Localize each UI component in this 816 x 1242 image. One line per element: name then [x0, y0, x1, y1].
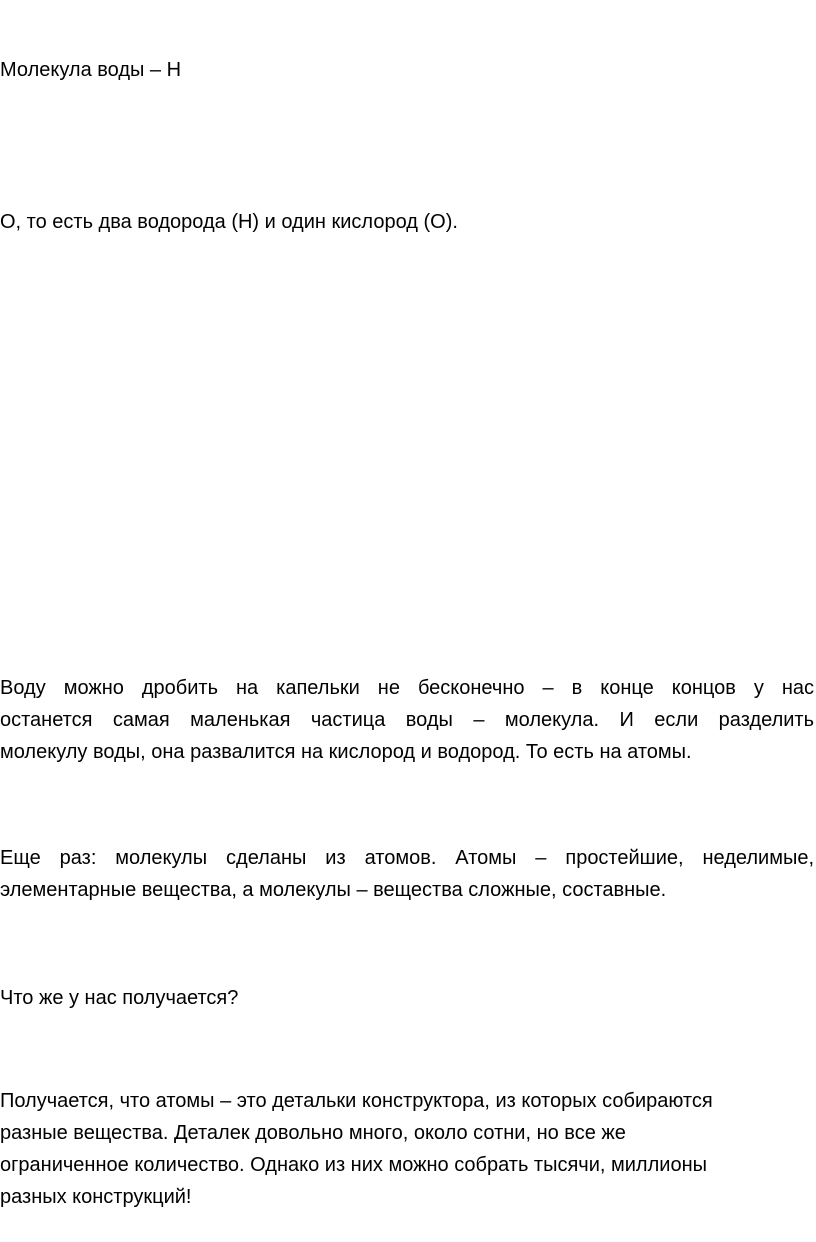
- formula-line-1: Молекула воды – Н: [0, 59, 182, 81]
- formula-line-2: О, то есть два водорода (Н) и один кислород (О).: [0, 211, 458, 233]
- paragraph-line: молекулу воды, она развалится на кислород и водород. То есть на атомы.: [0, 741, 692, 763]
- paragraph-constructor: [0, 1085, 814, 1213]
- paragraph-line: элементарные вещества, а молекулы – вещества сложные, составные.: [0, 879, 667, 901]
- paragraph-molecules-atoms: [0, 842, 814, 906]
- paragraph-line: ограниченное количество. Однако из них можно собрать тысячи, миллионы: [0, 1154, 707, 1176]
- paragraph-line: Получается, что атомы – это детальки конструктора, из которых собираются: [0, 1090, 713, 1112]
- paragraph-question: [0, 982, 814, 1014]
- paragraph-water-droplets: [0, 672, 814, 768]
- paragraph-line: Воду можно дробить на капельки не бесконечно – в конце концов у нас: [0, 677, 814, 699]
- paragraph-line: разные вещества. Деталек довольно много, около сотни, но все же: [0, 1122, 626, 1144]
- paragraph-line: останется самая маленькая частица воды – молекула. И если разделить: [0, 709, 814, 731]
- paragraph-line: Что же у нас получается?: [0, 987, 239, 1009]
- paragraph-line: Еще раз: молекулы сделаны из атомов. Атомы – простейшие, неделимые,: [0, 847, 814, 869]
- paragraph-line: разных конструкций!: [0, 1186, 192, 1208]
